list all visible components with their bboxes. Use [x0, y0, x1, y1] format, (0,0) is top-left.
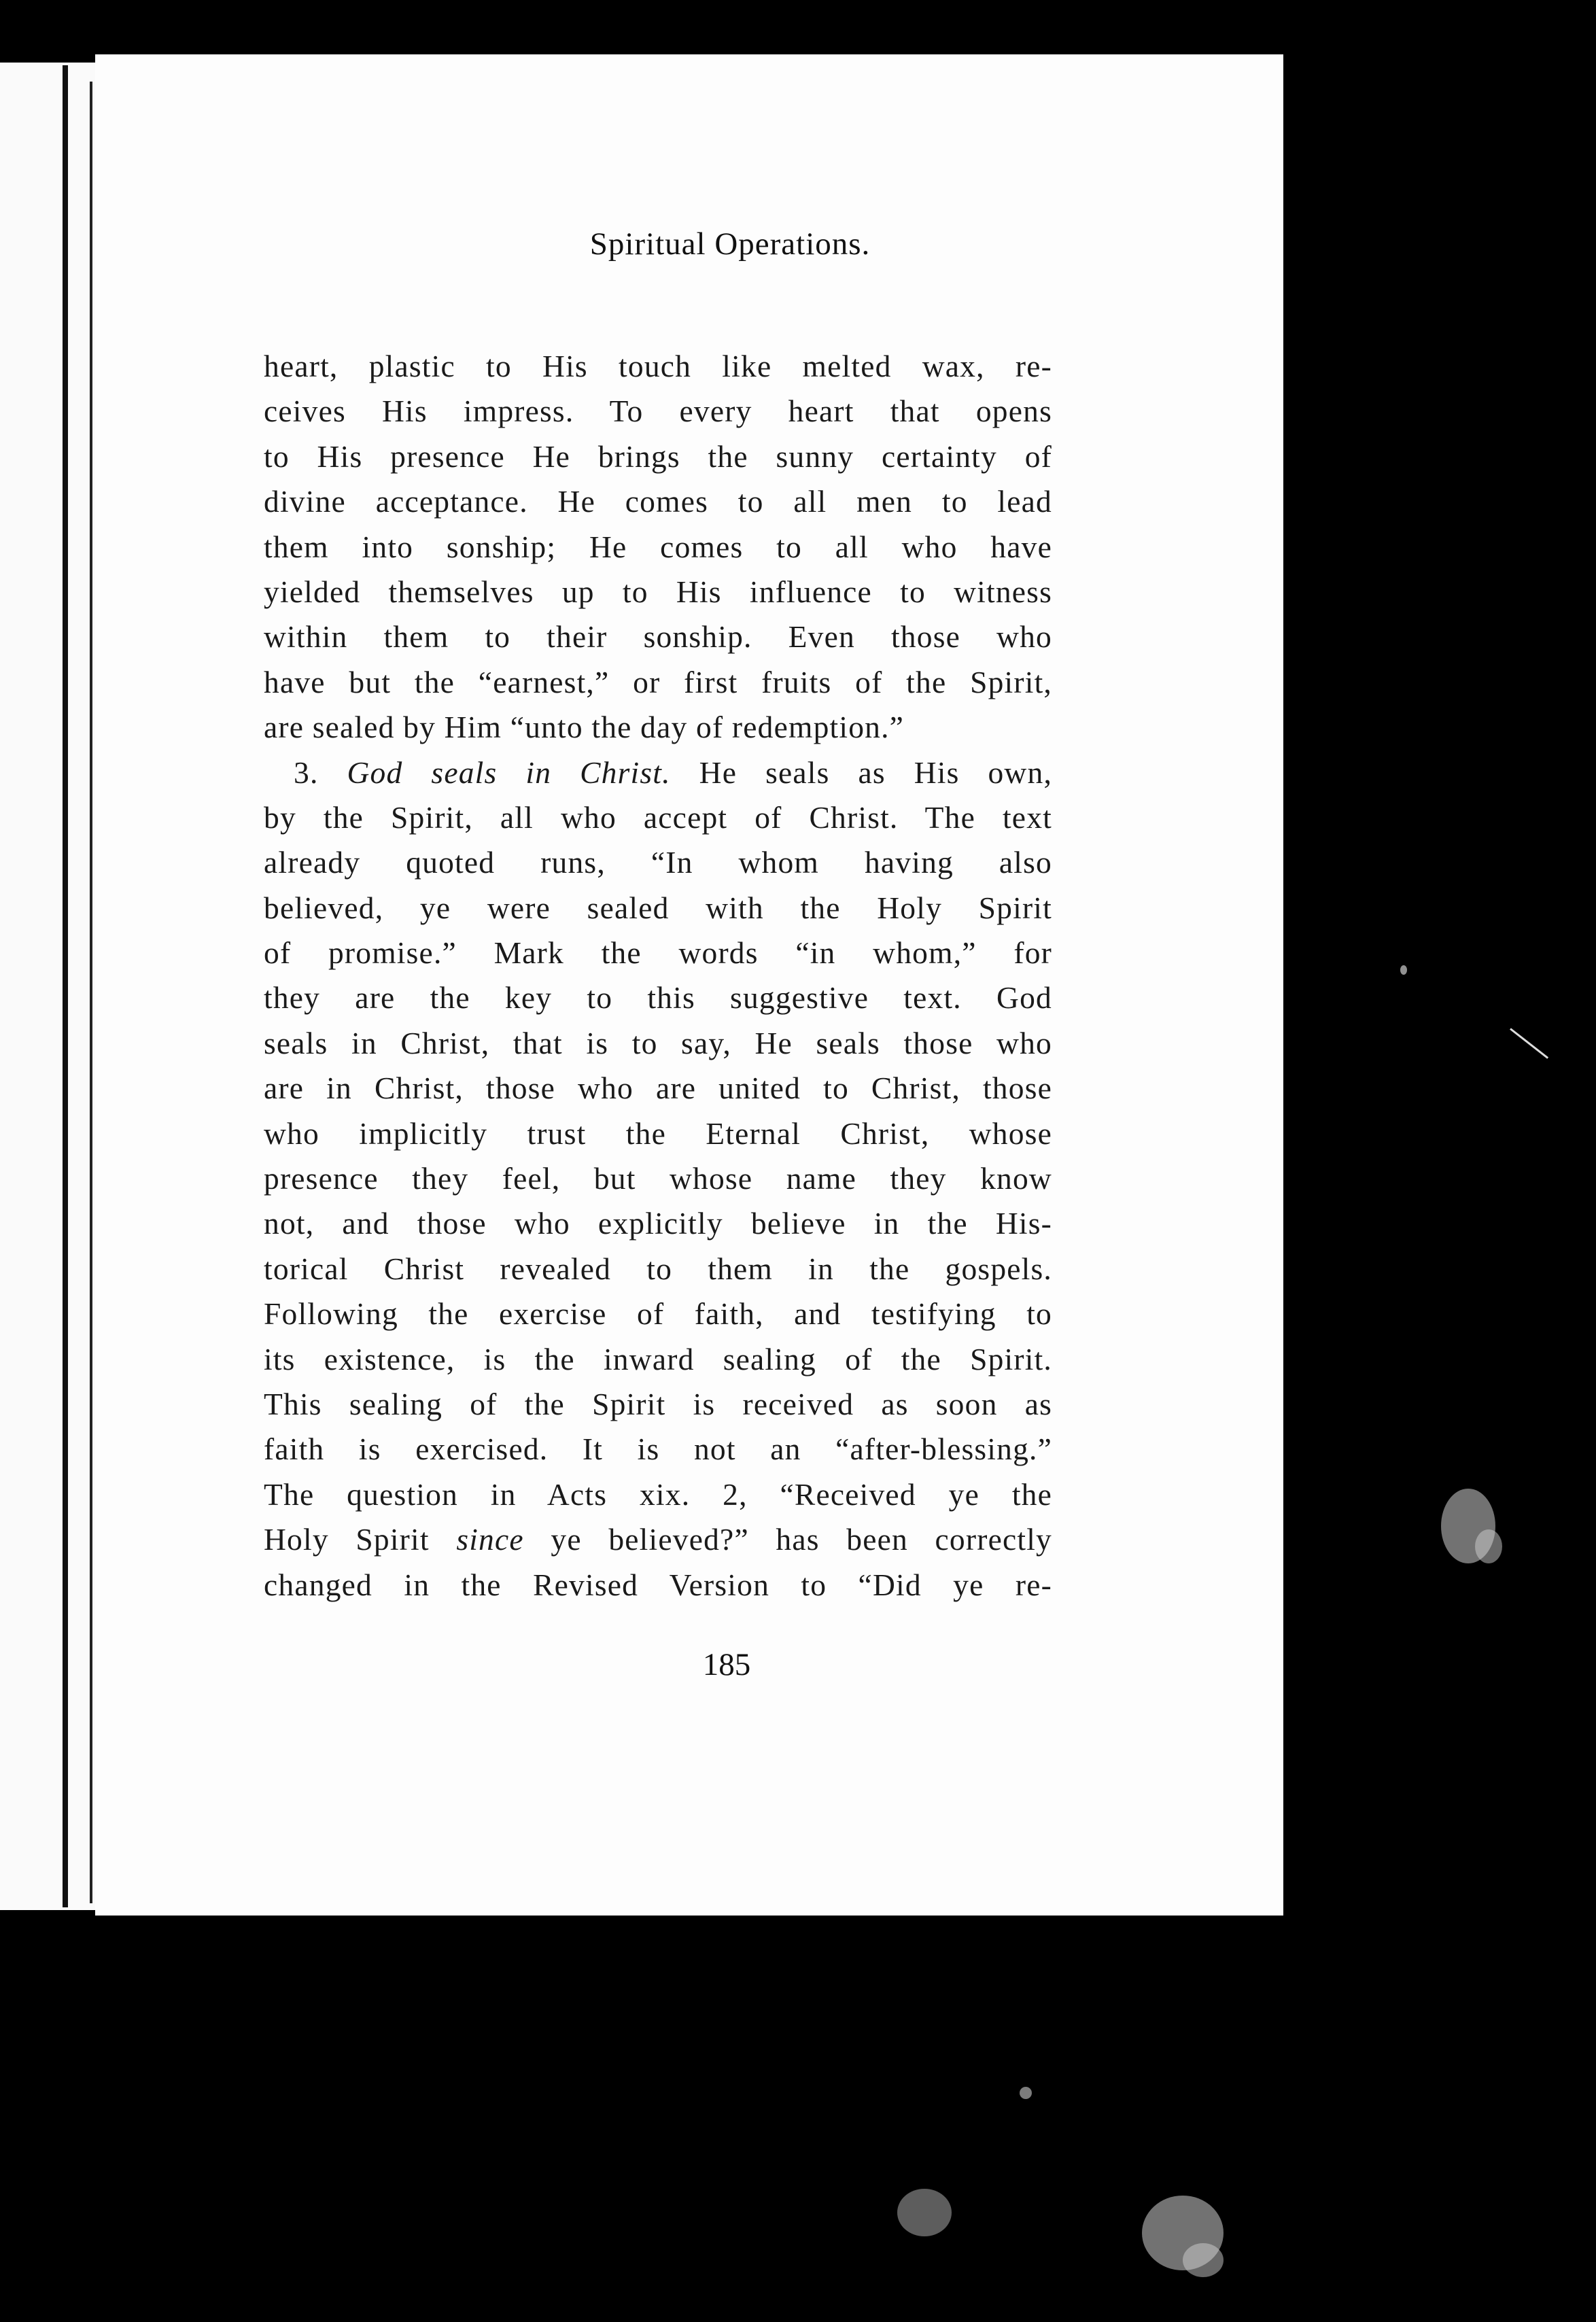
- text-fragment: ye believed?” has been correctly: [523, 1522, 1052, 1557]
- scan-scratch: [1510, 1028, 1548, 1058]
- text-line: by the Spirit, all who accept of Christ. The text: [264, 799, 1052, 835]
- text-line: to His presence He brings the sunny certainty of: [264, 438, 1052, 474]
- scan-speck: [1183, 2243, 1224, 2277]
- running-head: Spiritual Operations.: [589, 226, 871, 262]
- paragraph-first-line-text: He seals as His own,: [699, 755, 1053, 790]
- scan-speck: [1400, 965, 1407, 975]
- text-line: they are the key to this suggestive text. God: [264, 980, 1052, 1016]
- page-number: 185: [702, 1647, 751, 1682]
- book-gutter-shadow: [90, 82, 92, 1903]
- text-line: believed, ye were sealed with the Holy Spirit: [264, 890, 1052, 925]
- text-line: This sealing of the Spirit is received as soon as: [264, 1386, 1052, 1421]
- scan-speck: [897, 2189, 952, 2236]
- paragraph-3-first-line: [264, 750, 1052, 795]
- text-line: of promise.” Mark the words “in whom,” for: [264, 935, 1052, 971]
- text-line: torical Christ revealed to them in the gospels.: [264, 1251, 1052, 1286]
- text-line: are in Christ, those who are united to Christ, those: [264, 1071, 1052, 1106]
- paragraph-number: 3.: [294, 755, 319, 790]
- text-line: heart, plastic to His touch like melted wax, re-: [264, 349, 1052, 383]
- text-line: changed in the Revised Version to “Did ye re-: [264, 1567, 1052, 1602]
- emphasized-word: since: [456, 1522, 524, 1557]
- text-line-with-emphasis: [264, 1517, 1052, 1562]
- text-line: divine acceptance. He comes to all men to lead: [264, 484, 1052, 519]
- text-line: its existence, is the inward sealing of the Spirit.: [264, 1341, 1052, 1376]
- text-line: not, and those who explicitly believe in the His-: [264, 1206, 1052, 1241]
- text-line: them into sonship; He comes to all who have: [264, 529, 1052, 564]
- text-fragment: Holy Spirit: [264, 1522, 457, 1557]
- page-body-text: [264, 344, 1052, 1608]
- book-gutter: [63, 65, 68, 1907]
- text-line: seals in Christ, that is to say, He seals those who: [264, 1025, 1052, 1060]
- text-line: ceives His impress. To every heart that opens: [264, 394, 1052, 429]
- text-line: yielded themselves up to His influence to witness: [264, 574, 1052, 609]
- text-line: The question in Acts xix. 2, “Received ye the: [264, 1476, 1052, 1512]
- text-line: presence they feel, but whose name they know: [264, 1161, 1052, 1196]
- scan-speck: [1020, 2087, 1032, 2099]
- text-line: within them to their sonship. Even those who: [264, 619, 1052, 655]
- scan-speck: [1475, 1529, 1502, 1563]
- text-line: Following the exercise of faith, and testifying to: [264, 1296, 1052, 1332]
- text-line: who implicitly trust the Eternal Christ, whose: [264, 1115, 1052, 1151]
- left-facing-page-edge: [0, 63, 97, 1910]
- text-line: faith is exercised. It is not an “after-blessing.”: [264, 1432, 1052, 1467]
- text-line: have but the “earnest,” or first fruits of the Spirit,: [264, 664, 1052, 699]
- paragraph-heading: God seals in Christ.: [347, 755, 671, 790]
- text-line: are sealed by Him “unto the day of redemption.”: [264, 710, 905, 745]
- text-line: already quoted runs, “In whom having also: [264, 845, 1052, 880]
- book-page: [95, 54, 1283, 1916]
